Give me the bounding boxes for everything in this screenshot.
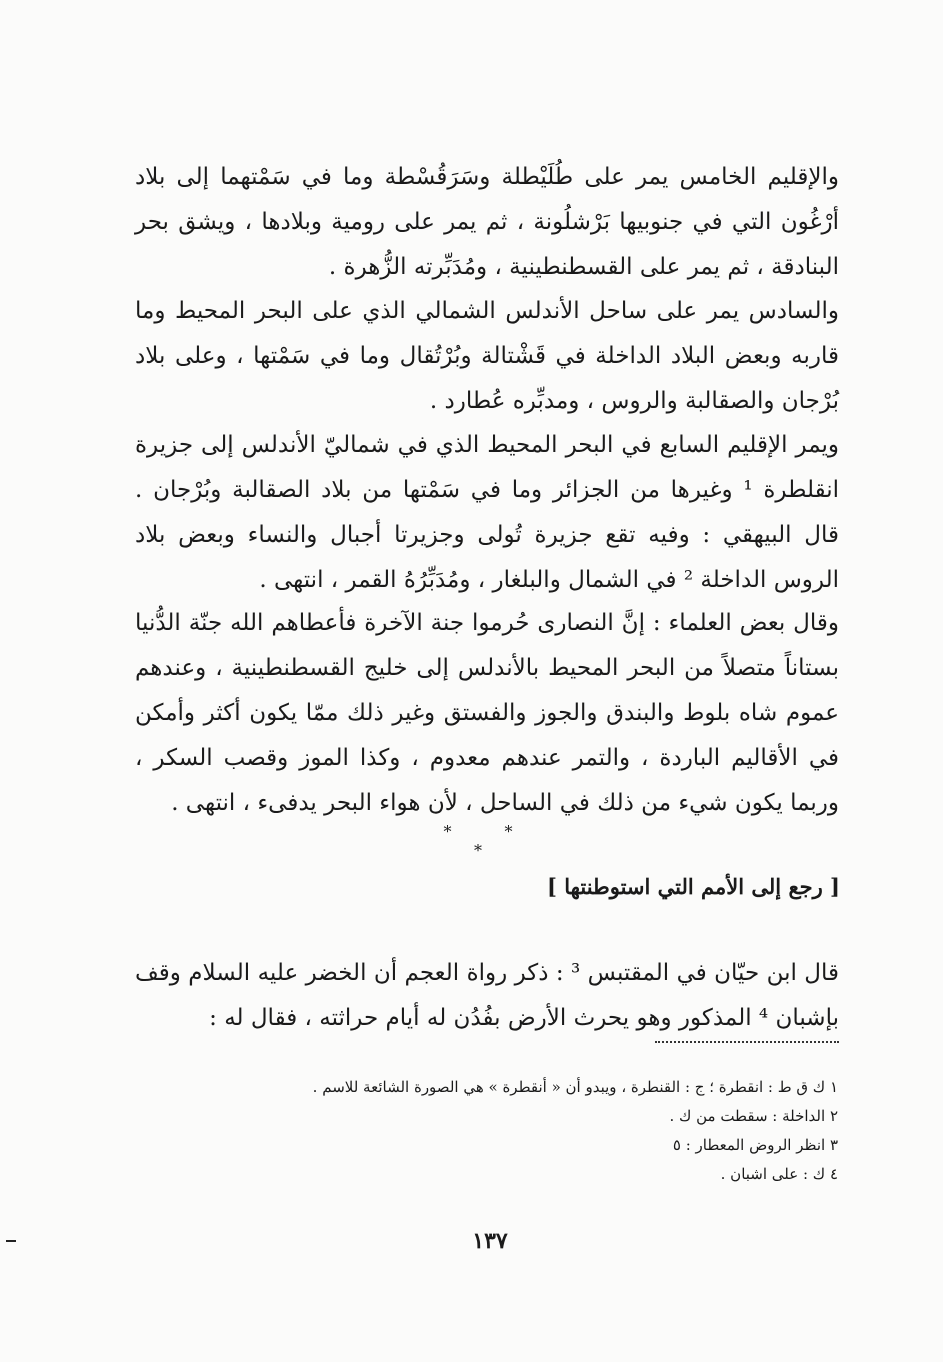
footnotes	[313, 1073, 838, 1189]
paragraph-text: والسادس يمر على ساحل الأندلس الشمالي الذي على البحر المحيط وما قاربه وبعض البلاد الداخلة في قَشْتالة وبُرْتُقال وما في سَمْتها ، وعلى بلاد بُرْجان والصقالبة والروس ، ومدبِّره عُطارد .	[135, 298, 839, 414]
section-heading: [ رجع إلى الأمم التي استوطنتها ]	[547, 874, 840, 899]
paragraph-scholars-quote	[135, 578, 839, 849]
paragraph-text: ويمر الإقليم السابع في البحر المحيط الذي في شماليّ الأندلس إلى جزيرة انقلطرة ¹ وغيرها من الجزائر وما في سَمْتها من بلاد الصقالبة وبُرْجان . قال البيهقي : وفيه تقع جزيرة تُولى وجزيرتا أجبال والنساء وبعض بلاد الروس الداخلة ² في الشمال والبلغار ، ومُدَبِّرُهُ القمر ، انتهى .	[135, 432, 839, 593]
footnote-2: ٢ الداخلة : سقطت من ك .	[669, 1107, 838, 1125]
footnote-3: ٣ انظر الروض المعطار : ٥	[672, 1136, 838, 1154]
page-number: ١٣٧	[472, 1228, 508, 1254]
section-separator: * * *	[443, 822, 537, 860]
footnote-1: ١ ك ق ط : انقطرة ؛ ج : القنطرة ، ويبدو أن « أنقطرة » هي الصورة الشائعة للاسم .	[312, 1078, 838, 1096]
paragraph-text: وقال بعض العلماء : إنَّ النصارى حُرموا جنة الآخرة فأعطاهم الله جنّة الدُّنيا بستاناً متصلاً من البحر المحيط بالأندلس إلى خليج القسطنطينية ، وعندهم عموم شاه بلوط والبندق والجوز والفستق وغير ذلك ممّا يكون أكثر وأمكن في الأقاليم الباردة ، والتمر عندهم معدوم ، وكذا الموز وقصب السكر ، وربما يكون شيء من ذلك في الساحل ، لأن هواء البحر يدفىء ، انتهى .	[135, 610, 839, 816]
paragraph-text: قال ابن حيّان في المقتبس ³ : ذكر رواة العجم أن الخضر عليه السلام وقف بإشبان ⁴ المذكور وهو يحرث الأرض بفُدُن له أيام حراثته ، فقال له :	[135, 960, 839, 1031]
scan-edge-mark	[6, 1240, 16, 1242]
footnote-4: ٤ ك : على اشبان .	[720, 1165, 838, 1183]
paragraph-ibn-hayyan	[135, 928, 839, 1064]
paragraph-text: والإقليم الخامس يمر على طُلَيْطلة وسَرَقُسْطة وما في سَمْتهما إلى بلاد أرْغُون التي في جنوبيها بَرْشلُونة ، ثم يمر على رومية وبلادها ، ويشق بحر البنادقة ، ثم يمر على القسطنطينية ، ومُدَبِّرته الزُّهرة .	[135, 164, 839, 280]
footnote-divider	[655, 1041, 839, 1043]
